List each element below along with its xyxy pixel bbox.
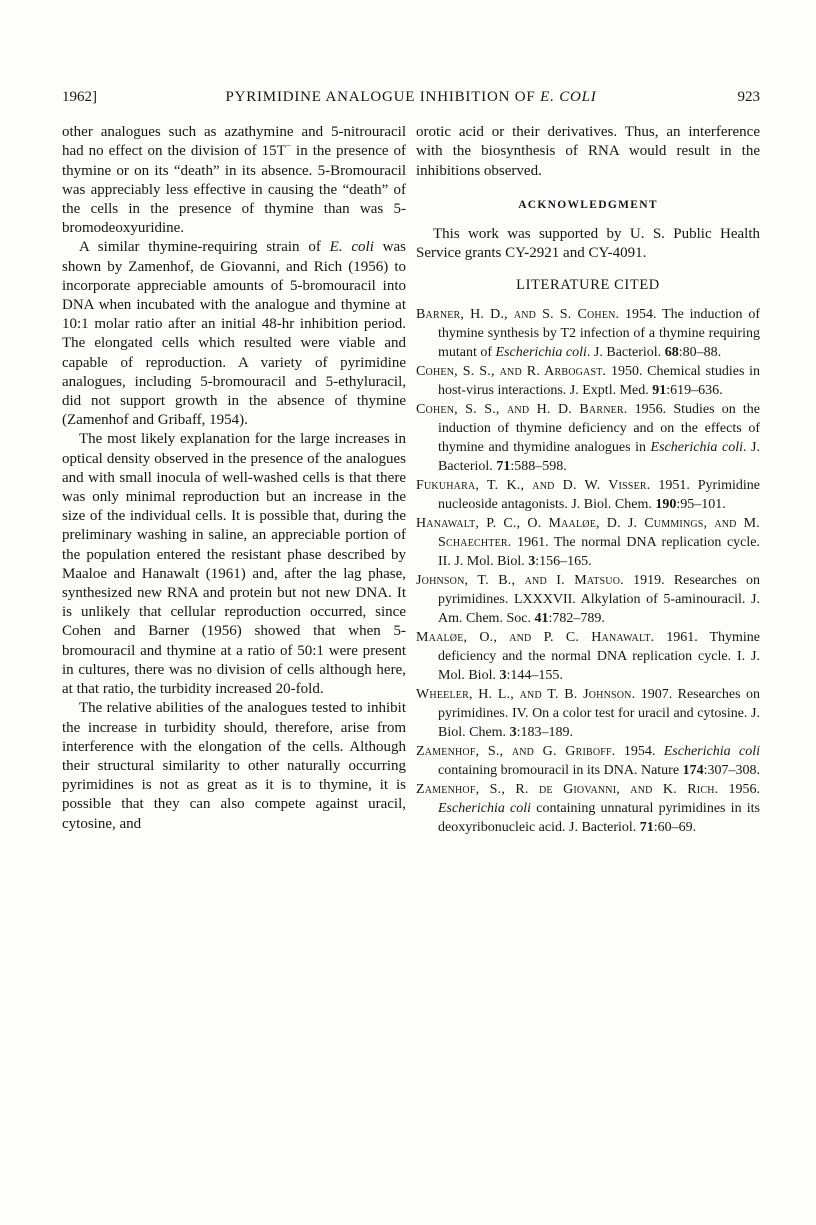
acknowledgment-heading: ACKNOWLEDGMENT <box>518 198 658 211</box>
body-paragraph: A similar thymine-requiring strain of E. coli was shown by Zamenhof, de Giovanni, and Rich (1956) to incorporate appreciable amounts of 5-bromouracil into DNA when incubated with the analogue and thymine at 10:1 molar ratio after an initial 48-hr inhibition period. The elongated cells which resulted were viable and capable of reproduction. A variety of pyrimidine analogues, including 5-bromouracil and 5-ethyluracil, did not support growth in the absence of thymine (Zamenhof and Gribaff, 1954). <box>62 239 407 429</box>
reference-entry: Maaløe, O., and P. C. Hanawalt. 1961. Thymine deficiency and the normal DNA replication cycle. I. J. Mol. Biol. 3:144–155. <box>416 629 761 683</box>
reference-entry: Hanawalt, P. C., O. Maaløe, D. J. Cummings, and M. Schaechter. 1961. The normal DNA replication cycle. II. J. Mol. Biol. 3:156–165. <box>416 515 760 569</box>
reference-entry: Cohen, S. S., and H. D. Barner. 1956. Studies on the induction of thymine deficiency and on the effects of thymine and thymidine analogues in Escherichia coli. J. Bacteriol. 71:588–598. <box>416 401 760 474</box>
body-paragraph: The most likely explanation for the large increases in optical density observed in the presence of the analogues and with small inocula of well-washed cells is that there was only minimal reproduction but an increase in the size of the individual cells. It is possible that, during the preliminary washing in saline, an appreciable portion of the population entered the resistant phase described by Maaloe and Hanawalt (1961) and, after the lag phase, synthesized new RNA and protein but not new DNA. It is unlikely that cellular reproduction occurred, since Cohen and Barner (1956) showed that when 5-bromouracil and thymine at a ratio of 50:1 were present in cultures, there was no division of cells although here, at that ratio, the turbidity increased 20-fold. <box>62 431 406 698</box>
left-column <box>62 123 406 836</box>
body-paragraph: other analogues such as azathymine and 5-nitrouracil had no effect on the division of 15T− in the presence of thymine or on its “death” in its absence. 5-Bromouracil was appreciably less effective in causing the “death” of the cells in the presence of thymine than was 5-bromodeoxyuridine. <box>62 124 406 237</box>
reference-entry: Zamenhof, S., R. de Giovanni, and K. Rich. 1956. Escherichia coli containing unnatural pyrimidines in its deoxyribonucleic acid. J. Bacteriol. 71:60–69. <box>416 781 761 835</box>
two-column-body <box>62 123 760 836</box>
reference-entry: Zamenhof, S., and G. Griboff. 1954. Escherichia coli containing bromouracil in its DNA. Nature 174:307–308. <box>416 743 760 778</box>
reference-entry: Johnson, T. B., and I. Matsuo. 1919. Researches on pyrimidines. LXXXVII. Alkylation of 5-aminouracil. J. Am. Chem. Soc. 41:782–789. <box>416 572 761 626</box>
literature-cited-heading: LITERATURE CITED <box>516 277 660 294</box>
body-paragraph: The relative abilities of the analogues tested to inhibit the increase in turbidity should, therefore, arise from interference with the elongation of the cells. Although their structural similarity to other naturally occurring pyrimidines is not as great as it is to thymine, it is possible that they can also compete against uracil, cytosine, and <box>62 700 406 832</box>
acknowledgment-paragraph: This work was supported by U. S. Public Health Service grants CY-2921 and CY-4091. <box>416 226 760 262</box>
body-paragraph: orotic acid or their derivatives. Thus, an interference with the biosynthesis of RNA would result in the inhibitions observed. <box>416 124 760 179</box>
reference-entry: Fukuhara, T. K., and D. W. Visser. 1951. Pyrimidine nucleoside antagonists. J. Biol. Chem. 190:95–101. <box>416 477 760 512</box>
reference-entry: Barner, H. D., and S. S. Cohen. 1954. The induction of thymine synthesis by T2 infection of a thymine requiring mutant of Escherichia coli. J. Bacteriol. 68:80–88. <box>416 306 760 360</box>
page-number: 923 <box>737 89 760 105</box>
running-head <box>62 88 760 107</box>
reference-entry: Cohen, S. S., and R. Arbogast. 1950. Chemical studies in host-virus interactions. J. Exptl. Med. 91:619–636. <box>416 363 760 398</box>
right-column <box>416 123 760 836</box>
running-title: PYRIMIDINE ANALOGUE INHIBITION OF E. COLI <box>225 89 597 105</box>
header-year: 1962] <box>62 89 97 105</box>
reference-entry: Wheeler, H. L., and T. B. Johnson. 1907. Researches on pyrimidines. IV. On a color test for uracil and cytosine. J. Biol. Chem. 3:183–189. <box>416 686 760 740</box>
